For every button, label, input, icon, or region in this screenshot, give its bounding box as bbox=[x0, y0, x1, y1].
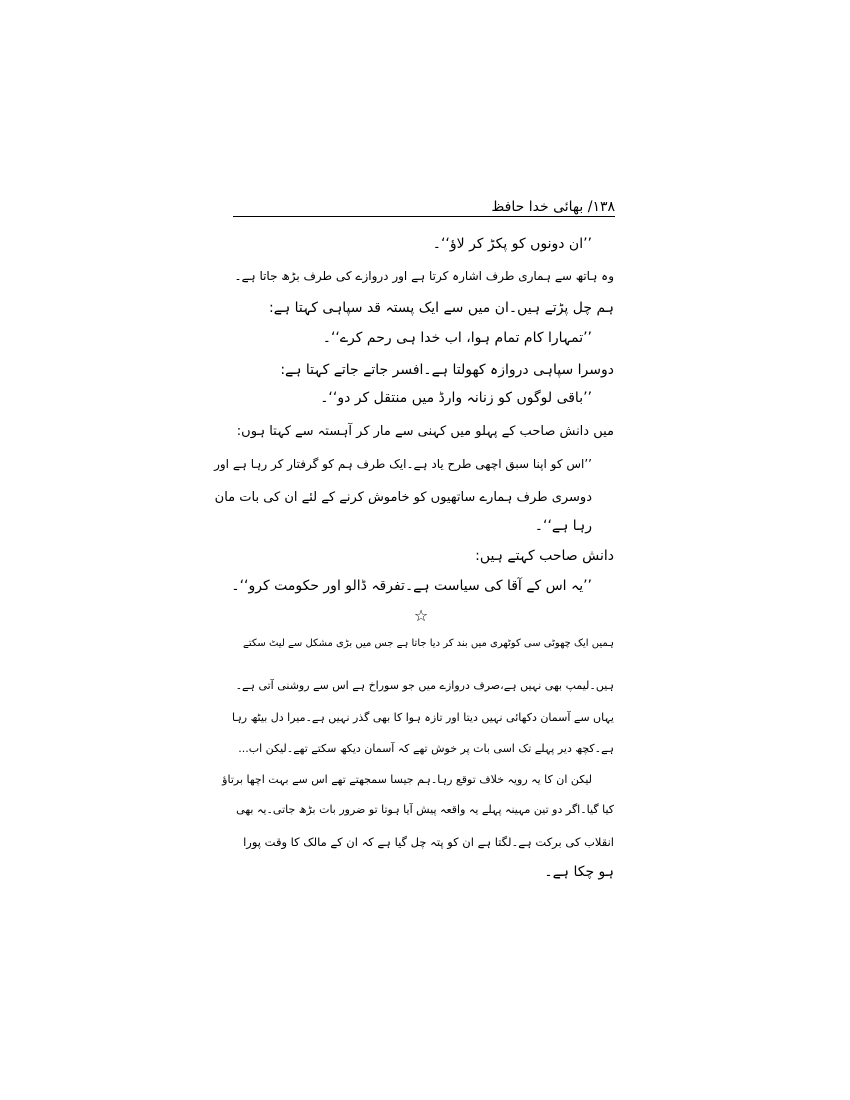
paragraph-line: ہے۔کچھ دیر پہلے تک اسی بات پر خوش تھے کہ آسمان دیکھ سکتے تھے۔لیکن اب... bbox=[238, 742, 614, 755]
paragraph-line: یہاں سے آسمان دکھائی نہیں دیتا اور تازہ ہوا کا بھی گذر نہیں ہے۔میرا دل بیٹھ رہا bbox=[232, 711, 614, 724]
paragraph-line: ہم چل پڑتے ہیں۔ان میں سے ایک پستہ قد سپاہی کہتا ہے: bbox=[269, 300, 614, 316]
paragraph-line: ہو چکا ہے۔ bbox=[544, 864, 614, 880]
paragraph-line: ہمیں ایک چھوٹی سی کوٹھری میں بند کر دیا جاتا ہے جس میں بڑی مشکل سے لیٹ سکتے bbox=[243, 638, 614, 649]
header-rule bbox=[233, 216, 615, 217]
paragraph-line: دانش صاحب کہتے ہیں: bbox=[475, 548, 614, 564]
paragraph-line: ’’یہ اس کے آقا کی سیاست ہے۔تفرقہ ڈالو اور حکومت کرو‘‘۔ bbox=[231, 578, 592, 594]
paragraph-line: وہ ہاتھ سے ہماری طرف اشارہ کرتا ہے اور دروازے کی طرف بڑھ جاتا ہے۔ bbox=[234, 269, 614, 283]
paragraph-line: رہا ہے‘‘۔ bbox=[534, 518, 592, 534]
paragraph-line: دوسرا سپاہی دروازہ کھولتا ہے۔افسر جاتے جاتے کہتا ہے: bbox=[280, 362, 614, 378]
paragraph-line: ’’ان دونوں کو پکڑ کر لاؤ‘‘۔ bbox=[432, 236, 592, 252]
paragraph-line: کیا گیا۔اگر دو تین مہینہ پہلے یہ واقعہ پیش آیا ہوتا تو ضرور بات بڑھ جاتی۔یہ بھی bbox=[236, 803, 614, 816]
paragraph-line: ’’اس کو اپنا سبق اچھی طرح یاد ہے۔ایک طرف ہم کو گرفتار کر رہا ہے اور bbox=[214, 457, 592, 471]
paragraph-line: میں دانش صاحب کے پہلو میں کہنی سے مار کر آہستہ سے کہتا ہوں: bbox=[236, 424, 614, 439]
paragraph-line: لیکن ان کا یہ رویہ خلاف توقع رہا۔ہم جیسا سمجھتے تھے اس سے بہت اچھا برتاؤ bbox=[222, 773, 592, 786]
paragraph-line: ’’تمہارا کام تمام ہوا، اب خدا ہی رحم کرے‘‘۔ bbox=[322, 330, 592, 346]
paragraph-line: انقلاب کی برکت ہے۔لگتا ہے ان کو پتہ چل گیا ہے کہ ان کے مالک کا وقت پورا bbox=[243, 835, 614, 849]
paragraph-line: دوسری طرف ہمارے ساتھیوں کو خاموش کرنے کے لئے ان کی بات مان bbox=[214, 490, 592, 505]
running-header: ۱۳۸/ بھائی خدا حافظ bbox=[491, 199, 615, 215]
section-divider-star: ☆ bbox=[413, 606, 429, 625]
paragraph-line: ’’باقی لوگوں کو زنانہ وارڈ میں منتقل کر دو‘‘۔ bbox=[320, 390, 592, 406]
paragraph-line: ہیں۔لیمپ بھی نہیں ہے،صرف دروازے میں جو سوراخ ہے اس سے روشنی آتی ہے۔ bbox=[235, 679, 614, 692]
